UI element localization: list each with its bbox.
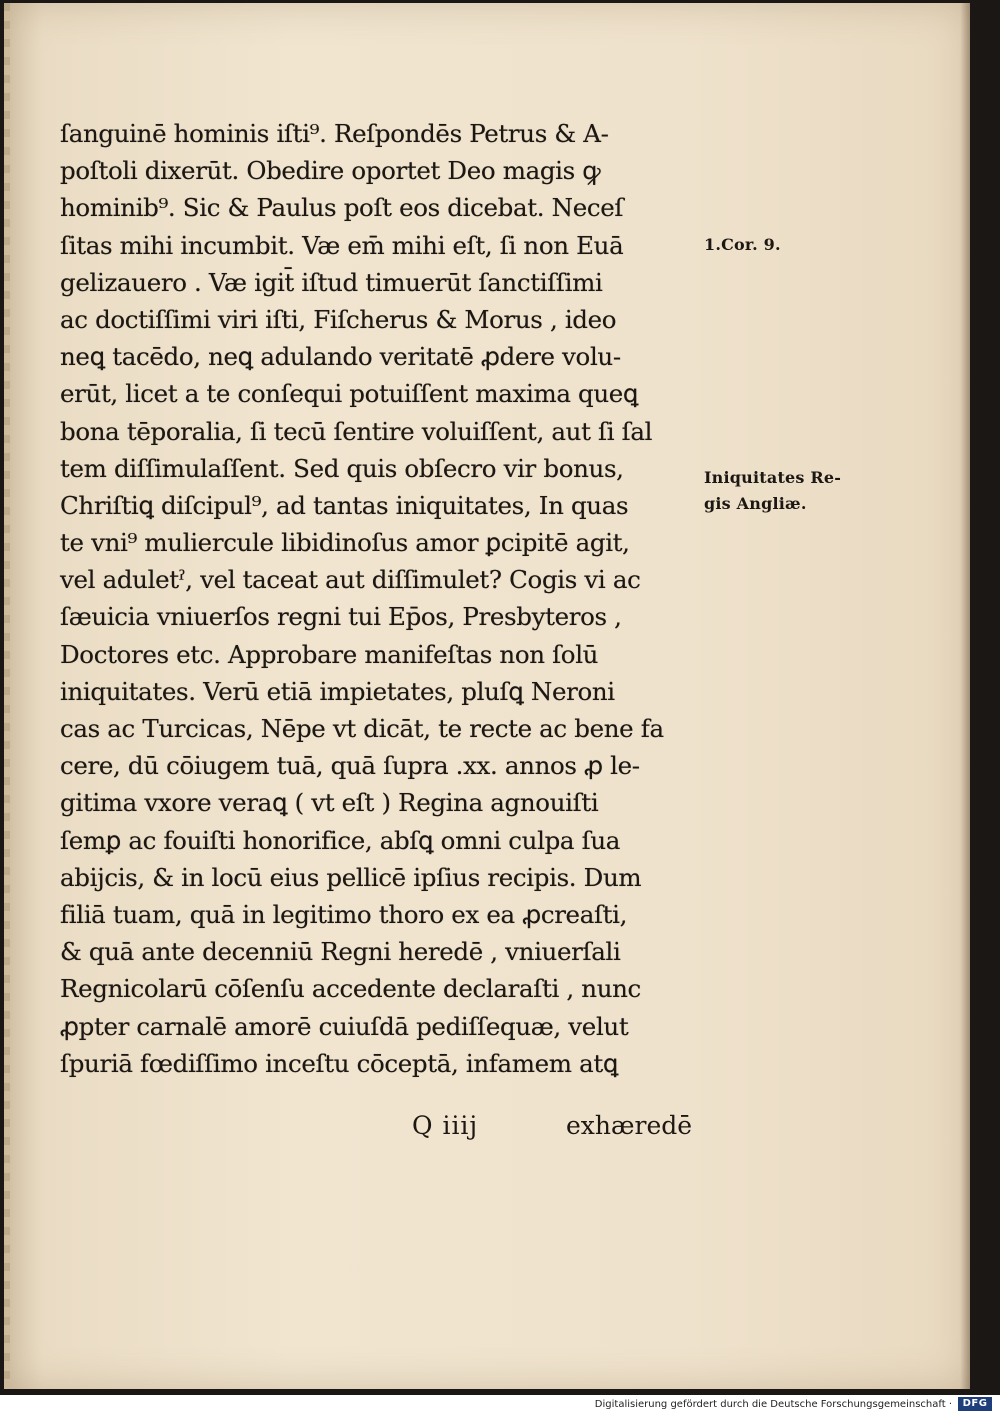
funding-credit: Digitalisierung gefördert durch die Deutsche Forschungsgemeinschaft · [594,1399,952,1410]
dfg-logo-icon: DFG [958,1397,992,1411]
text-line: gitima vxore veraꝗ ( vt eſt ) Regina agnouiſti [60,788,599,818]
marginal-note-line: Iniquitates Re- [704,468,842,487]
text-line: te vni⁹ muliercule libidinoſus amor ꝑcipitē agit, [60,528,630,558]
text-line: hominib⁹. Sic & Paulus poſt eos dicebat. Neceſ [60,193,624,223]
text-line: tem diſſimulaſſent. Sed quis obſecro vir bonus, [60,453,624,483]
marginal-note-corinthians: 1.Cor. 9. [704,235,781,254]
text-line: & quā ante decenniū Regni heredē , vniuerſali [60,937,621,967]
marginal-note-iniquitates [704,465,841,517]
catchword: exhæredē [566,1111,693,1140]
text-line: ac doctiſſimi viri iſti, Fiſcherus & Morus , ideo [60,304,617,334]
marginal-note-line: gis Angliæ. [704,494,807,513]
text-line: Doctores etc. Approbare manifeſtas non ſolū [60,639,599,669]
text-line: ſitas mihi incumbit. Væ em̄ mihi eſt, ſi non Euā [60,230,624,260]
text-line: erūt, licet a te conſequi potuiſſent maxima queꝗ [60,379,639,409]
text-line: cas ac Turcicas, Nēpe vt dicāt, te recte ac bene fa [60,714,664,743]
text-line: vel aduletˀ, vel taceat aut diſſimulet? Cogis vi ac [60,565,641,595]
text-line: filiā tuam, quā in legitimo thoro ex ea ꝓcreaſti, [60,899,628,929]
main-text-block [60,115,700,1082]
text-line: bona tēporalia, ſi tecū ſentire voluiſſent, aut ſi ſal [60,416,653,446]
text-line: neꝗ tacēdo, neꝗ adulando veritatē ꝓdere volu- [60,342,621,372]
text-line: ſemꝑ ac fouiſti honorifice, abſꝗ omni culpa ſua [60,825,621,855]
page-edge-shadow [960,3,970,1389]
text-line: Regnicolarū cōſenſu accedente declaraſti , nunc [60,974,641,1004]
text-line: cere, dū cōiugem tuā, quā ſupra .xx. annos ꝓ le- [60,751,640,781]
text-line: ſpuriā fœdiſſimo inceſtu cōceptā, infamem atꝗ [60,1048,619,1078]
signature-catchword-row [4,1111,970,1147]
signature-mark: Q iiij [412,1111,479,1140]
text-line: abijcis, & in locū eius pellicē ipſius recipis. Dum [60,862,642,892]
book-page [4,3,970,1389]
text-line: ſanguinē hominis iſti⁹. Reſpondēs Petrus & A- [60,119,609,148]
text-line: gelizauero . Væ igit̄ iſtud timuerūt ſanctiſſimi [60,267,603,297]
page-gutter-edge [4,3,10,1389]
text-line: Chriſtiꝗ diſcipul⁹, ad tantas iniquitates, In quas [60,490,629,520]
text-line: ſæuicia vniuerſos regni tui Ep̄os, Presbyteros , [60,602,622,632]
text-line: poſtoli dixerūt. Obedire oportet Deo magis ꝙ [60,156,601,186]
text-line: iniquitates. Verū etiā impietates, pluſꝗ Neroni [60,676,615,706]
text-line: ꝓpter carnalē amorē cuiuſdā pediſſequæ, velut [60,1011,629,1041]
